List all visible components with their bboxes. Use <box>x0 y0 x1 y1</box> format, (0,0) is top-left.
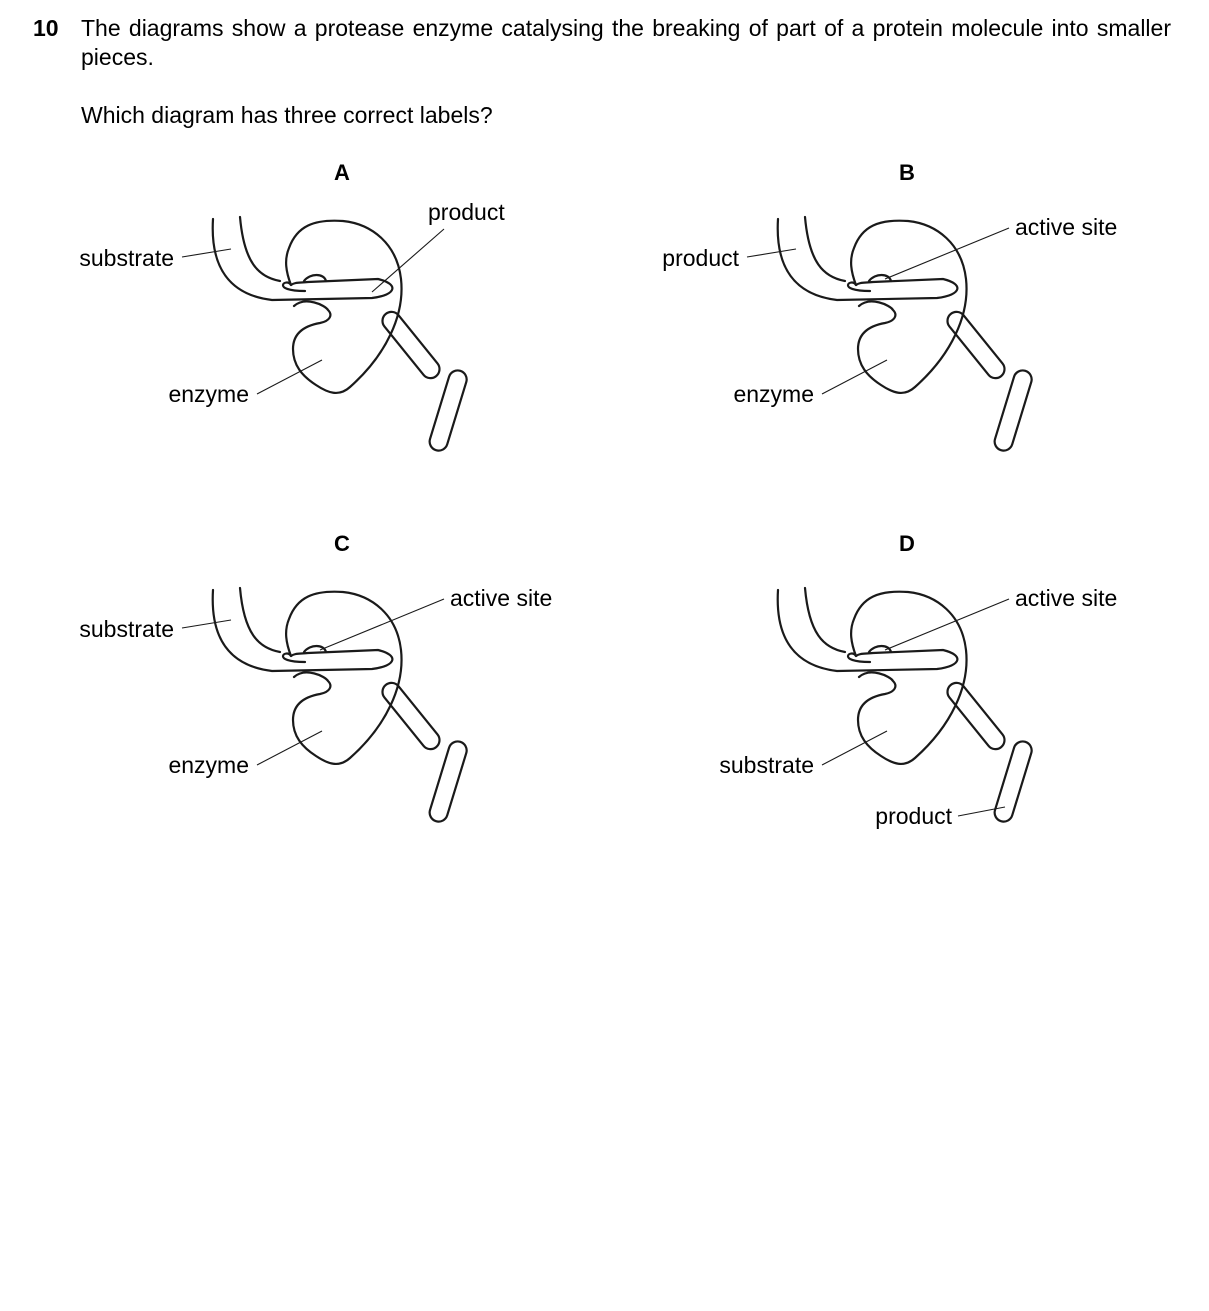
label-top-left: substrate <box>79 245 174 271</box>
enzyme-diagram <box>60 531 620 871</box>
product-fragment-lower <box>992 368 1033 453</box>
enzyme-diagram <box>60 160 620 500</box>
question-prompt: Which diagram has three correct labels? <box>81 102 493 128</box>
label-top-right: product <box>428 199 505 225</box>
label-bottom: enzyme <box>733 381 814 407</box>
label-top-right: active site <box>1015 585 1118 611</box>
diagram-a <box>60 160 620 500</box>
label-fragment: product <box>875 803 952 829</box>
substrate-chain <box>213 590 393 671</box>
label-top-left: substrate <box>79 616 174 642</box>
enzyme-shape <box>240 588 402 764</box>
diagram-letter: B <box>899 160 915 185</box>
product-fragment-upper <box>944 308 1008 381</box>
product-fragment-upper <box>379 308 443 381</box>
substrate-chain <box>778 219 958 300</box>
product-fragment-lower <box>427 739 468 824</box>
diagram-c <box>60 531 620 871</box>
diagram-d <box>625 531 1185 871</box>
label-bottom: enzyme <box>168 752 249 778</box>
product-fragment-upper <box>944 679 1008 752</box>
label-top-left: product <box>662 245 739 271</box>
question-stem: The diagrams show a protease enzyme catalysing the breaking of part of a protein molecule into smaller pieces. <box>81 15 1171 70</box>
enzyme-shape <box>240 217 402 393</box>
enzyme-diagram <box>625 160 1185 500</box>
substrate-chain <box>213 219 393 300</box>
label-bottom: substrate <box>719 752 814 778</box>
product-fragment-upper <box>379 679 443 752</box>
product-fragment-lower <box>427 368 468 453</box>
enzyme-shape <box>805 588 967 764</box>
substrate-chain <box>778 590 958 671</box>
diagram-letter: D <box>899 531 915 556</box>
question-number: 10 <box>33 15 59 41</box>
diagram-b <box>625 160 1185 500</box>
diagram-letter: C <box>334 531 350 556</box>
label-bottom: enzyme <box>168 381 249 407</box>
label-top-right: active site <box>450 585 553 611</box>
product-fragment-lower <box>992 739 1033 824</box>
diagram-letter: A <box>334 160 350 185</box>
enzyme-shape <box>805 217 967 393</box>
label-top-right: active site <box>1015 214 1118 240</box>
active-site-notch <box>304 275 326 281</box>
